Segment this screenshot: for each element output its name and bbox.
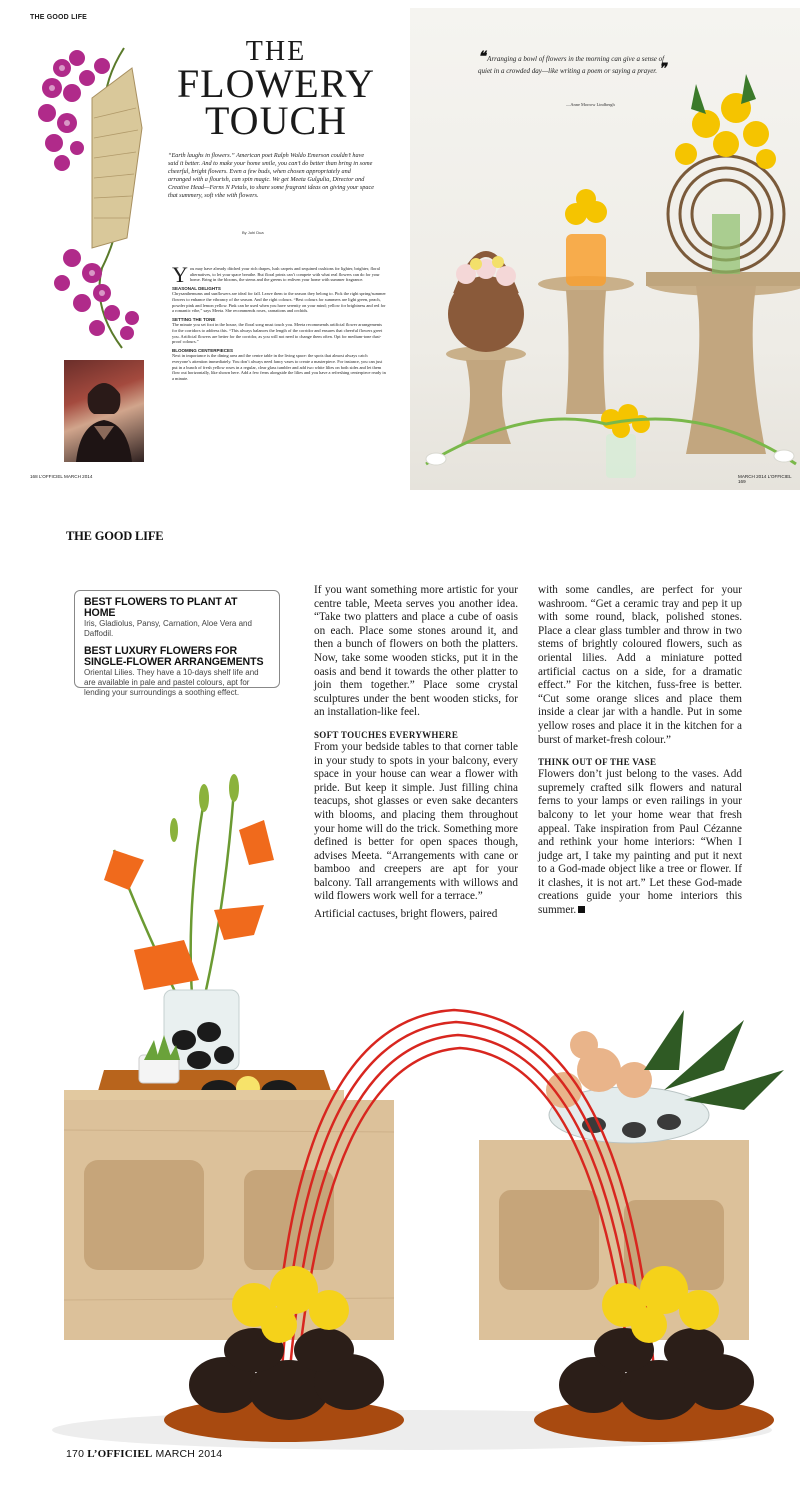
tips-sidebar: [74, 590, 280, 697]
orchid-basket-photo: [32, 38, 162, 358]
sidebar-text-luxury: Oriental Lilies. They have a 10-days shelf life and are available in pale and pastel colours, apt for lending your surroundings a soothing effect.: [84, 668, 259, 697]
body-intro: ou may have already ditched your rich drapes, lush carpets and sequined cushions for lighter, brighter, floral alternatives, to let your space breathe. But floral prints can’t compete with what real flowers can do for your home. Bring in the blooms, the stems and the greens to enliven your home with summer fragrance.: [189, 266, 380, 283]
heading-out-of-vase: THINK OUT OF THE VASE: [538, 757, 657, 768]
brown-stones-right: [559, 1328, 754, 1420]
col2-paragraph-1: with some candles, are perfect for your washroom. “Get a ceramic tray and pep it up with some round, black, polished stones. Place a clear glass tumbler and throw in two stems of brightly coloured flowers, such as oriental lilies. Add a miniature potted artificial cactus on a side, for a dramatic effect.” For the kitchen, fuss-free is better. “Cut some orange slices and place them inside a clear jar with a handle. Put in some yellow roses and place it in the kitchen for a burst of market-fresh colour.”: [538, 584, 742, 746]
magazine-brand: L’OFFICIEL: [87, 1448, 153, 1460]
page-running-head: THE GOOD LIFE: [66, 529, 164, 543]
wooden-pedestal-left: [446, 346, 526, 444]
drop-cap: Y: [172, 262, 188, 287]
article-title: [156, 36, 396, 143]
col1-paragraph-1: If you want something more artistic for your centre table, Meeta serves you another idea. “Take two platters and place a cube of oasis on each. Place some stones around it, and then a bunch of flowers on both the platters. Now, take some wooden sticks, put it in the oasis and bend it towards the other platter to join them together.” Place some crystal sculptures under the bent wooden sticks, for an installation-like feel.: [314, 584, 518, 719]
article-byline: By Juhi Dua: [242, 230, 264, 235]
col2-paragraph-2: Flowers don’t just belong to the vases. Add supremely crafted silk flowers and natural ferns to your lamps or even railings in your balcony to let your home wear that fresh appeal. Take inspiration from Paul Cézanne and rethink your home interiors: “When I judge art, I take my painting and put it next to a God-made object like a tree or flower. If it clashes, it is not art.” Let these God-made creations guide your home interiors this summer.: [538, 768, 742, 917]
body-seasonal: Chrysanthemums and sunflowers are ideal for fall. Leave them to the season they belong to. Pick the right spring/summer flowers to enhance the vibrancy of the season. And the right colours. “Best colours for summers are light green, peach, powder pink and lemon yellow. Pink can be used when you have serenity on your mind; yellow for brightness and red for a romantic vibe,” says Meeta. She recommends roses, carnations and orchids.: [172, 291, 386, 314]
orange-slices-jar: [566, 234, 606, 286]
col1-paragraph-3: Artificial cactuses, bright flowers, paired: [314, 908, 498, 921]
heading-seasonal: SEASONAL DELIGHTS: [172, 285, 221, 291]
spread-body-text: [172, 262, 386, 381]
glass-vase: [712, 214, 740, 274]
woven-basket: [92, 68, 142, 248]
magazine-spread: [26, 8, 800, 490]
title-line-2: FLOWERY: [176, 61, 376, 106]
quote-close-mark: ❞: [658, 60, 667, 76]
sidebar-heading-luxury: BEST LUXURY FLOWERS FOR SINGLE-FLOWER ARRANGEMENTS: [84, 645, 264, 668]
wooden-pedestal-middle: [538, 276, 634, 414]
article-intro: “Earth laughs in flowers.” American poet Ralph Waldo Emerson couldn’t have said it better. And to make your home smile, you can’t do better than bring in some cheerful, bright flowers. Even a few buds, when chosen appropriately and arranged with a flourish, can spin magic. We get Meeta Gulgulia, Director and Creative Head—Ferns N Petals, to share some fragrant ideas on giving your space that summery, soft vibe with flowers.: [168, 152, 374, 200]
col1-paragraph-2: From your bedside tables to that corner table in your study to spots in your balcony, every space in your house can wear a flower with pride. But keep it simple. Just filling china teacups, shot glasses or even sake decanters with blooms, and placing them throughout your home will do the trick. Something more defined is better for open spaces though, advises Meeta. “Arrangements with cane or bamboo and creepers are apt for your balcony. Tall arrangements with willows and wild flowers work well for a terrace.”: [314, 740, 518, 903]
brown-stones-left: [189, 1328, 384, 1420]
folio-left: 168 L’OFFICIEL MARCH 2014: [30, 474, 93, 479]
body-tone: The minute you set foot in the house, the floral song must touch you. Meeta recommends artificial flower arrangements for the corridors to address this. “This always balances the length of the corridor and ensures that cheerful flowers greet you. Artificial flowers are better for the corridor, as you will not need to change them often. Opt for medium-tone dust-proof colours.”: [172, 322, 383, 345]
heading-soft-touches: SOFT TOUCHES EVERYWHERE: [314, 729, 459, 740]
title-line-3: TOUCH: [204, 98, 348, 143]
heading-tone: SETTING THE TONE: [172, 316, 216, 322]
author-portrait-photo: [64, 360, 144, 462]
quote-open-mark: ❝: [478, 48, 486, 64]
quote-author: —Anne Morrow Lindbergh: [566, 102, 615, 107]
title-line-1: THE: [245, 36, 307, 67]
wooden-cubes-flower-photo: [24, 770, 800, 1460]
glass-tumbler: [606, 434, 636, 478]
body-blooming: Next in importance is the dining area and the centre table in the living space: the spots that almost always catch everyone’s attention immediately. You don’t always need fancy vases to create a masterpiece. For instance, you can just put in a bunch of fresh yellow roses in a regular, clear glass tumbler and add two white lilies on both sides and let them flow out horizontally, like shown here. Add a few ferns alongside the lilies and you have a refreshing centerpiece ready in a minute.: [172, 353, 386, 381]
wooden-pedestal-right: [646, 272, 800, 454]
issue-date: MARCH 2014: [155, 1448, 223, 1460]
spread-running-head: THE GOOD LIFE: [30, 14, 88, 21]
page-folio: [66, 1448, 222, 1460]
sidebar-text-plant: Iris, Gladiolus, Pansy, Carnation, Aloe Vera and Daffodil.: [84, 619, 252, 638]
page-number: 170: [66, 1448, 85, 1460]
folio-right: MARCH 2014 L’OFFICIEL 169: [738, 474, 792, 484]
yellow-roses-middle: [565, 189, 607, 225]
heading-blooming: BLOOMING CENTERPIECES: [172, 347, 234, 353]
pull-quote-text: Arranging a bowl of flowers in the morning can give a sense of quiet in a crowded day—like writing a poem or saying a prayer.: [478, 55, 665, 75]
yellow-lilies: [675, 93, 776, 169]
orange-lilies: [104, 820, 274, 990]
flower-arrangements-photo: [406, 64, 800, 490]
sidebar-heading-plant: BEST FLOWERS TO PLANT AT HOME: [84, 596, 238, 619]
